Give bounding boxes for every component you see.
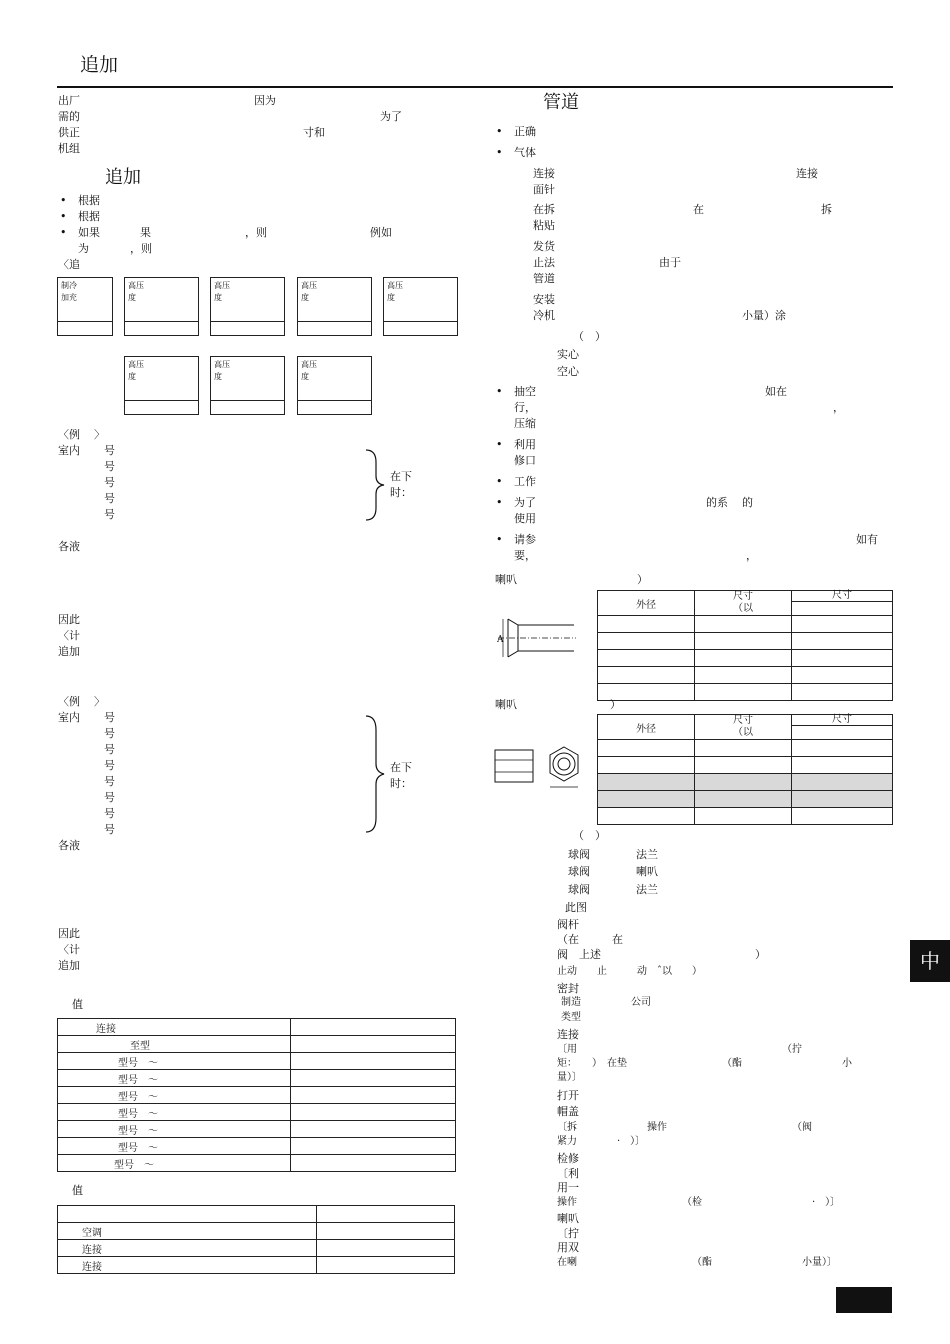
table-cell: 至型 bbox=[58, 1036, 291, 1053]
valve-item: 法兰 bbox=[636, 848, 658, 861]
note-line: （在 在 bbox=[557, 933, 623, 946]
bullet-cont: ，则 bbox=[130, 242, 152, 255]
unit-num: 号 bbox=[104, 444, 115, 457]
intro-word: 为了 bbox=[380, 110, 402, 123]
note-line: 〔利 bbox=[557, 1167, 579, 1180]
table-row bbox=[58, 1240, 455, 1257]
flare-caption: 喇叭 bbox=[495, 573, 517, 586]
valve-item: 球阀 bbox=[568, 848, 590, 861]
table-row bbox=[598, 791, 893, 808]
table-cell bbox=[317, 1257, 455, 1274]
table-cell bbox=[291, 1138, 456, 1155]
bullet-word: 如在 bbox=[765, 385, 787, 398]
sub-line: 连接 bbox=[533, 167, 555, 180]
flare-caption-close: ） bbox=[637, 573, 648, 586]
table-cell: 型号 ～ bbox=[58, 1121, 291, 1138]
therefore-line: 因此 bbox=[58, 927, 80, 940]
unit-num: 号 bbox=[104, 791, 115, 804]
unit-num: 号 bbox=[104, 759, 115, 772]
bullet-word: 的 bbox=[742, 496, 753, 509]
unit-num: 号 bbox=[104, 775, 115, 788]
table-cell: 连接 bbox=[58, 1240, 317, 1257]
charge-box-label: 制冷 加充 bbox=[61, 281, 77, 302]
table-cell bbox=[291, 1036, 456, 1053]
bullet-cont: 压缩 bbox=[514, 417, 536, 430]
note-line: 连接 bbox=[557, 1028, 579, 1041]
flare-caption: 喇叭 bbox=[495, 698, 517, 711]
example-close: 〉 bbox=[94, 428, 105, 441]
unit-num: 号 bbox=[104, 727, 115, 740]
bullet-item: • 根据 bbox=[78, 209, 100, 225]
intro-line: 需的 bbox=[58, 110, 80, 123]
intro-line: 供正 bbox=[58, 126, 80, 139]
table-row bbox=[598, 715, 893, 726]
bullet-item: • 根据 bbox=[78, 193, 100, 209]
bullet-cont: 修口 bbox=[514, 454, 536, 467]
unit-num: 号 bbox=[104, 743, 115, 756]
note-line: 操作 （检 · ）〕 bbox=[557, 1197, 841, 1208]
table-row bbox=[598, 591, 893, 602]
intro-line: 出厂 bbox=[58, 94, 80, 107]
pressure-box bbox=[124, 277, 199, 336]
table-cell: 连接 bbox=[58, 1257, 317, 1274]
valve-item: 球阀 bbox=[568, 883, 590, 896]
sub-line: 止法 bbox=[533, 256, 555, 269]
note-line: 喇叭 bbox=[557, 1212, 579, 1225]
table-cell: 连接 bbox=[58, 1019, 291, 1036]
table-cell: 外径 bbox=[598, 715, 695, 740]
table-cell: 型号 ～ bbox=[58, 1053, 291, 1070]
bullet-cont: 行， bbox=[514, 401, 536, 414]
table-cell: 尺寸 （以 bbox=[695, 591, 792, 616]
sub-line: 管道 bbox=[533, 272, 555, 285]
sub-word: 在 bbox=[693, 203, 704, 216]
intro-line: 机组 bbox=[58, 142, 80, 155]
therefore-line: 〈计 bbox=[58, 629, 80, 642]
flare-table-1 bbox=[597, 590, 893, 701]
note-line: 止动 止 动 ˆ以 ） bbox=[557, 966, 702, 977]
table-cell: 尺寸 bbox=[792, 715, 893, 726]
table-cell bbox=[291, 1053, 456, 1070]
bullet-item: • 抽空 bbox=[514, 384, 536, 400]
unit-num: 号 bbox=[104, 807, 115, 820]
bullet-word: ，则 bbox=[245, 226, 267, 239]
bullet-word: ， bbox=[833, 401, 844, 414]
bullet-item: • 工作 bbox=[514, 474, 536, 490]
unit-num: 号 bbox=[104, 492, 115, 505]
section-title-additional: 追加 bbox=[105, 167, 141, 188]
table-cell bbox=[317, 1206, 455, 1223]
section-title-piping: 管道 bbox=[543, 92, 579, 113]
therefore-line: 〈计 bbox=[58, 943, 80, 956]
note-line: 检修 bbox=[557, 1152, 579, 1165]
table-cell: 型号 ～ bbox=[58, 1155, 291, 1172]
table-cell bbox=[291, 1104, 456, 1121]
table-row bbox=[58, 1019, 456, 1036]
liquid-line: 各液 bbox=[58, 839, 80, 852]
pressure-box bbox=[297, 277, 372, 336]
sub-word: 由于 bbox=[659, 256, 681, 269]
sub-line: 在拆 bbox=[533, 203, 555, 216]
table-cell: 型号 ～ bbox=[58, 1070, 291, 1087]
unit-num: 号 bbox=[104, 711, 115, 724]
valve-item: 喇叭 bbox=[636, 865, 658, 878]
sub-word: 拆 bbox=[821, 203, 832, 216]
pressure-box-label: 高压 度 bbox=[301, 281, 317, 302]
note-line: 阀 上述 ） bbox=[557, 948, 766, 961]
table-cell bbox=[291, 1019, 456, 1036]
bullet-item: • 如果 bbox=[78, 225, 100, 241]
bullet-word: 的系 bbox=[706, 496, 728, 509]
note-line: 〔拧 bbox=[557, 1227, 579, 1240]
brace-icon bbox=[364, 448, 386, 522]
note-line: 打开 bbox=[557, 1089, 579, 1102]
header-rule bbox=[57, 86, 893, 88]
table-row bbox=[58, 1036, 456, 1053]
table-row bbox=[58, 1223, 455, 1240]
bullet-item: • 正确 bbox=[514, 124, 536, 140]
valve-item: 球阀 bbox=[568, 865, 590, 878]
value-label: 值 bbox=[72, 998, 83, 1011]
pressure-box bbox=[297, 356, 372, 415]
table-row bbox=[58, 1206, 455, 1223]
table-row bbox=[598, 684, 893, 701]
pressure-box bbox=[210, 356, 285, 415]
paren-label: （ ） bbox=[573, 330, 606, 343]
table-cell bbox=[291, 1087, 456, 1104]
bullet-word: ， bbox=[746, 549, 757, 562]
note-line: 量）〕 bbox=[557, 1072, 582, 1083]
table-row bbox=[598, 667, 893, 684]
table-caption: 〈追 bbox=[58, 258, 80, 271]
table-row bbox=[598, 616, 893, 633]
table-cell bbox=[317, 1223, 455, 1240]
unit-num: 号 bbox=[104, 460, 115, 473]
table-cell: 型号 ～ bbox=[58, 1104, 291, 1121]
note-line: 类型 bbox=[561, 1012, 581, 1023]
therefore-line: 追加 bbox=[58, 959, 80, 972]
table-row bbox=[58, 1104, 456, 1121]
table-row bbox=[58, 1053, 456, 1070]
example-indoor: 室内 bbox=[58, 711, 80, 724]
note-line: 〔用 （拧 bbox=[557, 1044, 802, 1055]
bullet-item: • 为了 bbox=[514, 495, 536, 511]
page-number-box bbox=[836, 1287, 892, 1313]
pressure-box-label: 高压 度 bbox=[128, 281, 144, 302]
language-tab[interactable]: 中 bbox=[910, 940, 950, 982]
table-cell bbox=[58, 1206, 317, 1223]
bullet-word: 如有 bbox=[856, 533, 878, 546]
table-row bbox=[58, 1138, 456, 1155]
bullet-item: • 请参 bbox=[514, 532, 536, 548]
note-line: 阀杆 bbox=[557, 918, 579, 931]
therefore-line: 因此 bbox=[58, 613, 80, 626]
pressure-box-label: 高压 度 bbox=[214, 360, 230, 381]
bullet-word: 果 bbox=[140, 226, 151, 239]
table-row bbox=[58, 1257, 455, 1274]
solid-line: 空心 bbox=[557, 365, 579, 378]
table-cell: 空调 bbox=[58, 1223, 317, 1240]
brace-note: 在下 时： bbox=[390, 470, 412, 499]
table-row bbox=[58, 1070, 456, 1087]
note-line: 在喇 （酯 小量）〕 bbox=[557, 1257, 837, 1268]
note-line: 紧力 · ）〕 bbox=[557, 1136, 646, 1147]
bullet-word: 例如 bbox=[370, 226, 392, 239]
value-label: 值 bbox=[72, 1184, 83, 1197]
table-cell: 型号 ～ bbox=[58, 1138, 291, 1155]
bullet-cont: 使用 bbox=[514, 512, 536, 525]
pressure-box-label: 高压 度 bbox=[214, 281, 230, 302]
example-head: 〈例 bbox=[58, 695, 80, 708]
paren-label: （ ） bbox=[573, 829, 606, 842]
table-row bbox=[598, 633, 893, 650]
pressure-box-label: 高压 度 bbox=[387, 281, 403, 302]
flare-pipe-icon bbox=[494, 615, 579, 663]
brace-note: 在下 时： bbox=[390, 761, 412, 790]
table-cell: 尺寸 bbox=[792, 591, 893, 602]
table-row bbox=[598, 757, 893, 774]
table-cell bbox=[291, 1070, 456, 1087]
table-cell bbox=[317, 1240, 455, 1257]
note-line: 帽盖 bbox=[557, 1105, 579, 1118]
bullet-item: • 利用 bbox=[514, 437, 536, 453]
sub-line: 安装 bbox=[533, 293, 555, 306]
valve-item: 法兰 bbox=[636, 883, 658, 896]
therefore-line: 追加 bbox=[58, 645, 80, 658]
unit-num: 号 bbox=[104, 476, 115, 489]
bullet-item: • 气体 bbox=[514, 145, 536, 161]
note-line: 用一 bbox=[557, 1181, 579, 1194]
table-row bbox=[58, 1121, 456, 1138]
pressure-box-label: 高压 度 bbox=[301, 360, 317, 381]
sub-word: 连接 bbox=[796, 167, 818, 180]
intro-word: 寸和 bbox=[303, 126, 325, 139]
table-cell: 外径 bbox=[598, 591, 695, 616]
bullet-cont: 为 bbox=[78, 242, 89, 255]
sub-line: 面针 bbox=[533, 183, 555, 196]
table-row bbox=[58, 1155, 456, 1172]
pressure-box bbox=[124, 356, 199, 415]
pressure-box bbox=[383, 277, 458, 336]
pressure-box-label: 高压 度 bbox=[128, 360, 144, 381]
sub-line: 冷机 bbox=[533, 309, 555, 322]
table-row bbox=[598, 808, 893, 825]
table-row bbox=[598, 740, 893, 757]
liquid-line: 各液 bbox=[58, 540, 80, 553]
flare-nut-icon bbox=[494, 744, 584, 790]
dimension-label: A bbox=[497, 635, 504, 645]
table-cell: 尺寸 （以 bbox=[695, 715, 792, 740]
value-table-1 bbox=[57, 1018, 456, 1172]
value-table-2 bbox=[57, 1205, 455, 1274]
note-line: 密封 bbox=[557, 982, 579, 995]
note-line: 矩： ） 在垫 （酯 小 bbox=[557, 1058, 852, 1069]
table-row bbox=[598, 650, 893, 667]
charge-box bbox=[57, 277, 113, 336]
example-indoor: 室内 bbox=[58, 444, 80, 457]
note-line: 制造 公司 bbox=[561, 997, 651, 1008]
sub-line: 发货 bbox=[533, 240, 555, 253]
unit-num: 号 bbox=[104, 508, 115, 521]
table-cell bbox=[291, 1155, 456, 1172]
intro-word: 因为 bbox=[254, 94, 276, 107]
example-close: 〉 bbox=[94, 695, 105, 708]
flare-table-2 bbox=[597, 714, 893, 825]
sub-word: 小量）涂 bbox=[742, 309, 786, 322]
bullet-cont: 要， bbox=[514, 549, 536, 562]
table-cell bbox=[291, 1121, 456, 1138]
note-line: 〔拆 操作 （阀 bbox=[557, 1122, 812, 1133]
table-row bbox=[58, 1087, 456, 1104]
unit-num: 号 bbox=[104, 823, 115, 836]
solid-line: 实心 bbox=[557, 348, 579, 361]
table-cell: 型号 ～ bbox=[58, 1087, 291, 1104]
example-head: 〈例 bbox=[58, 428, 80, 441]
page-title: 追加 bbox=[80, 54, 119, 76]
pressure-box bbox=[210, 277, 285, 336]
note-line: 此图 bbox=[565, 901, 587, 914]
table-row bbox=[598, 774, 893, 791]
brace-icon bbox=[364, 714, 386, 834]
note-line: 用双 bbox=[557, 1241, 579, 1254]
flare-caption-close: ） bbox=[610, 698, 621, 711]
sub-line: 粘贴 bbox=[533, 219, 555, 232]
